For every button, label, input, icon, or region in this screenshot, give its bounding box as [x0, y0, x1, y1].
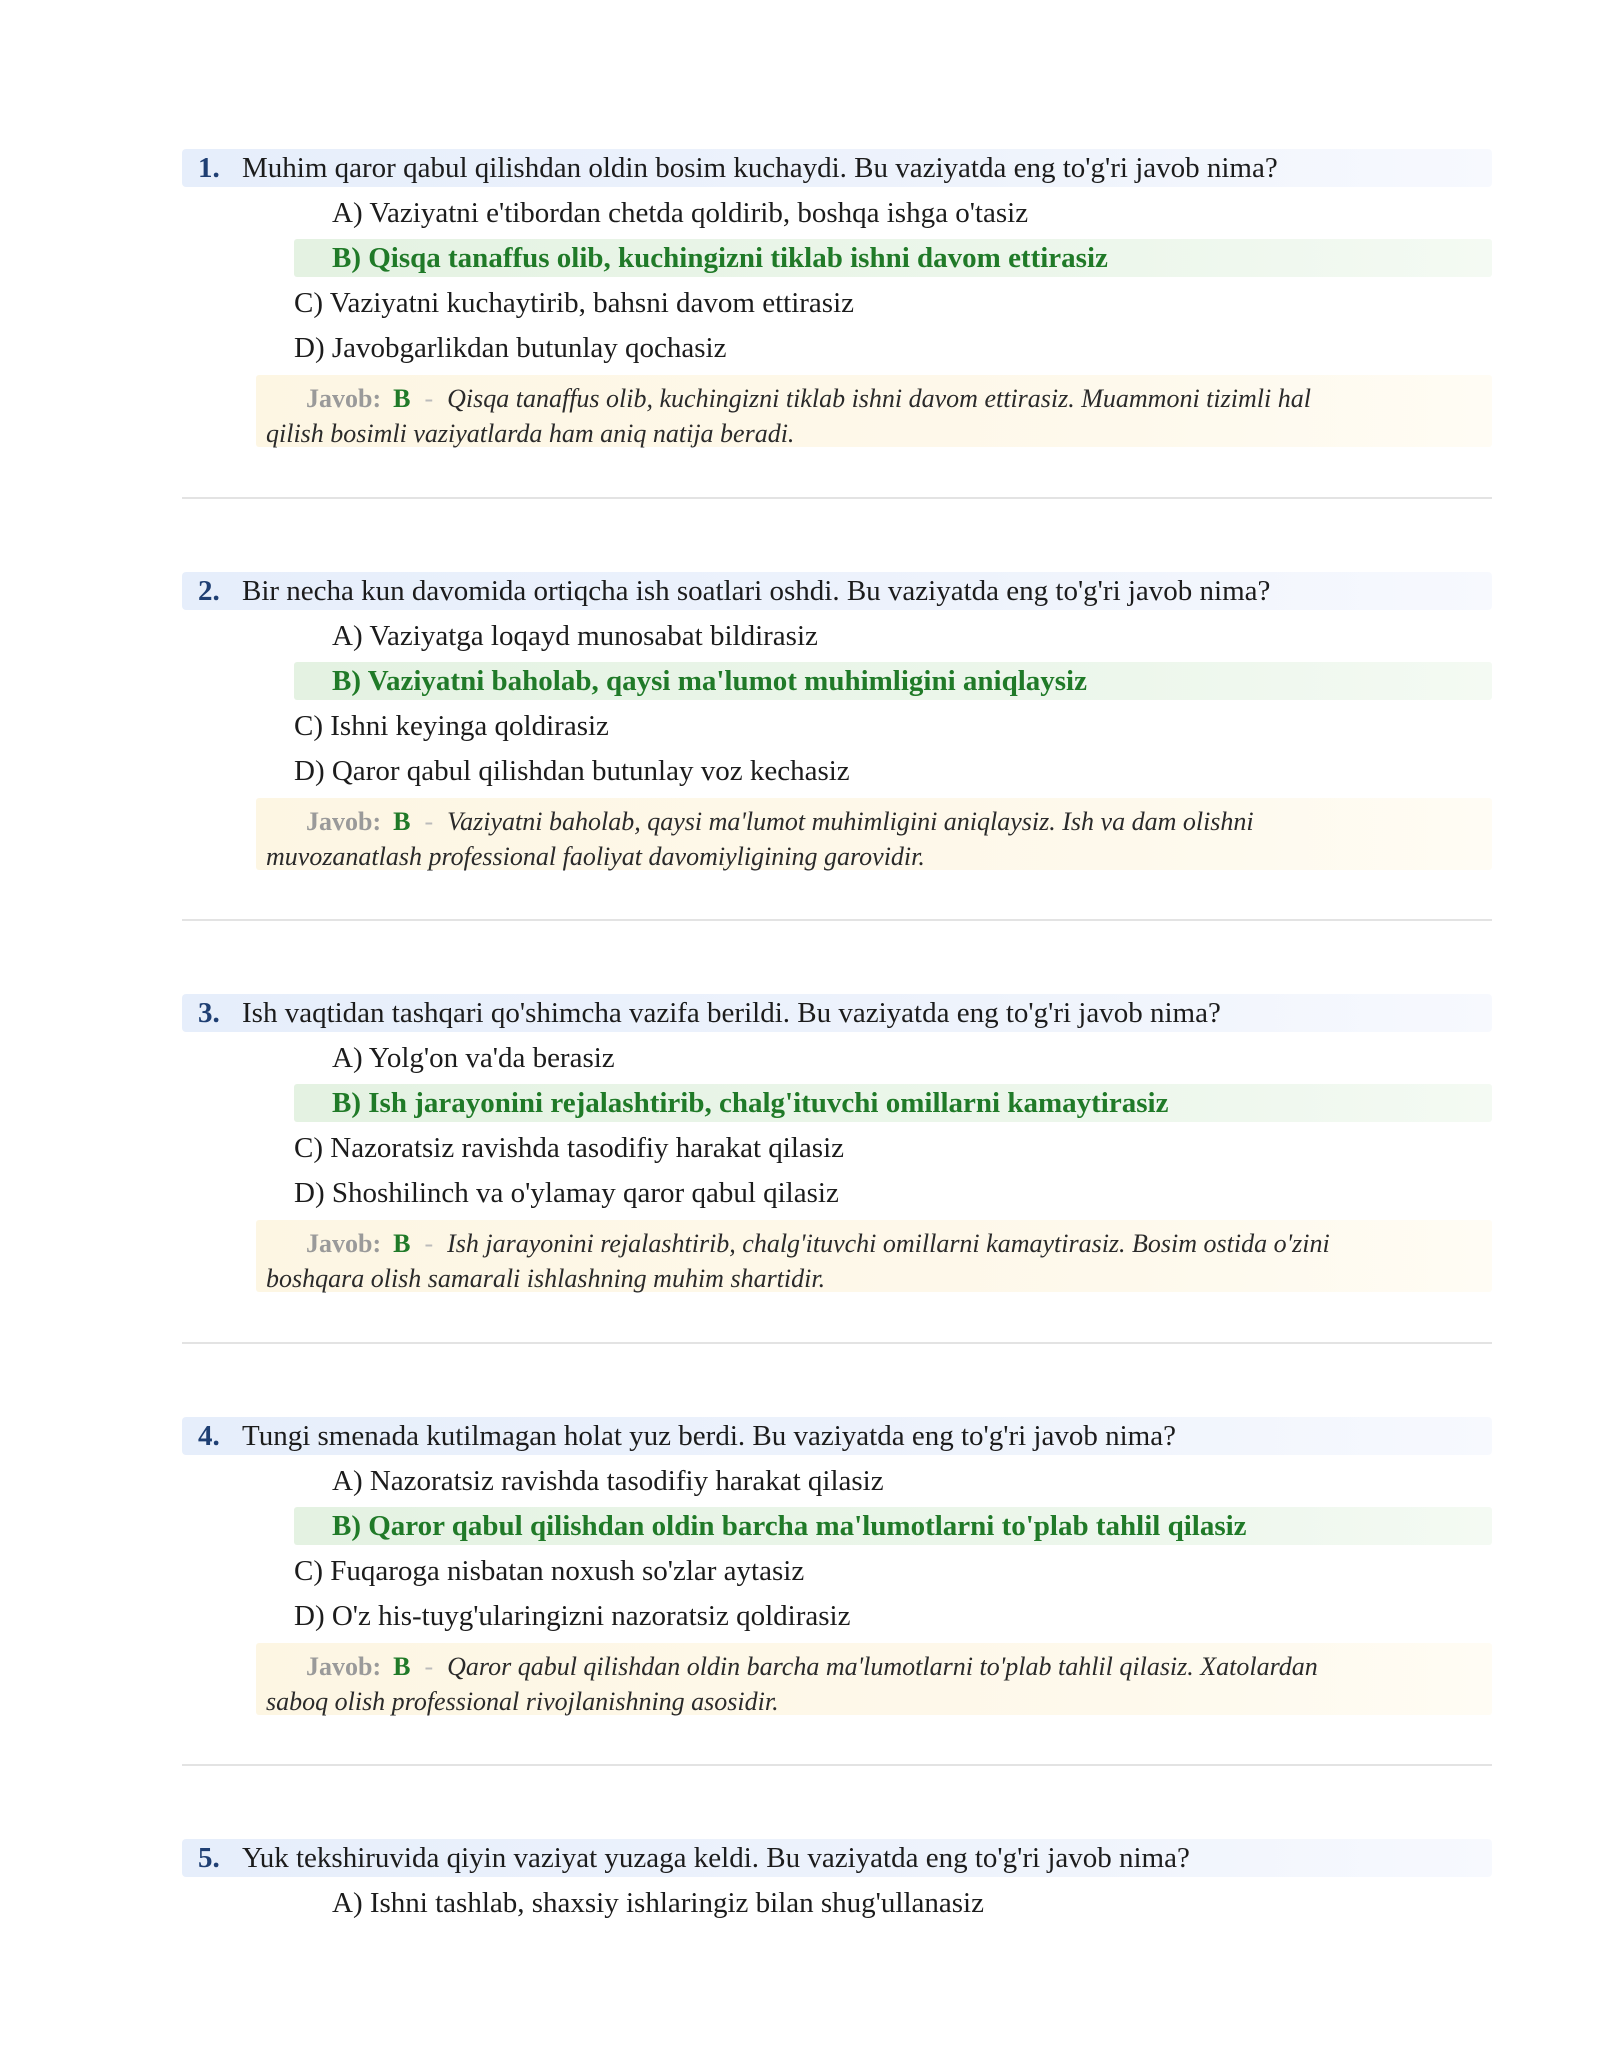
answer-explanation	[256, 1220, 1492, 1292]
option-a: A) Vaziyatni e'tibordan chetda qoldirib, boshqa ishga o'tasiz	[332, 197, 1029, 229]
answer-explanation	[256, 798, 1492, 870]
question-number: 2.	[198, 575, 220, 607]
answer-text-line1: Ish jarayonini rejalashtirib, chalg'ituvchi omillarni kamaytirasiz. Bosim ostida o'zini	[447, 1229, 1330, 1258]
question-number: 3.	[198, 997, 220, 1029]
answer-dash: -	[424, 384, 434, 413]
question-text: Yuk tekshiruvida qiyin vaziyat yuzaga keldi. Bu vaziyatda eng to'g'ri javob nima?	[242, 1842, 1190, 1874]
question-number: 5.	[198, 1842, 220, 1874]
answer-dash: -	[424, 1652, 434, 1681]
option-d: D) Qaror qabul qilishdan butunlay voz kechasiz	[294, 755, 850, 787]
question-text: Tungi smenada kutilmagan holat yuz berdi. Bu vaziyatda eng to'g'ri javob nima?	[242, 1420, 1176, 1452]
option-b-correct: B) Vaziyatni baholab, qaysi ma'lumot muhimligini aniqlaysiz	[294, 662, 1492, 700]
answer-text-line2: qilish bosimli vaziyatlarda ham aniq natija beradi.	[266, 419, 795, 448]
question-text: Ish vaqtidan tashqari qo'shimcha vazifa berildi. Bu vaziyatda eng to'g'ri javob nima?	[242, 997, 1221, 1029]
answer-dash: -	[424, 807, 434, 836]
option-a: A) Nazoratsiz ravishda tasodifiy harakat qilasiz	[332, 1465, 884, 1497]
answer-text-line1: Qaror qabul qilishdan oldin barcha ma'lumotlarni to'plab tahlil qilasiz. Xatolardan	[447, 1652, 1318, 1681]
option-b-correct: B) Ish jarayonini rejalashtirib, chalg'ituvchi omillarni kamaytirasiz	[294, 1084, 1492, 1122]
option-c: C) Ishni keyinga qoldirasiz	[294, 710, 609, 742]
divider	[182, 497, 1492, 499]
answer-label: Javob:	[306, 1229, 382, 1258]
divider	[182, 1764, 1492, 1766]
question-number: 1.	[198, 152, 220, 184]
option-d: D) Javobgarlikdan butunlay qochasiz	[294, 332, 727, 364]
answer-text-line1: Vaziyatni baholab, qaysi ma'lumot muhimligini aniqlaysiz. Ish va dam olishni	[447, 807, 1254, 836]
divider	[182, 919, 1492, 921]
answer-text-line2: boshqara olish samarali ishlashning muhim shartidir.	[266, 1264, 826, 1293]
answer-letter: B	[393, 384, 411, 413]
option-d: D) Shoshilinch va o'ylamay qaror qabul qilasiz	[294, 1177, 839, 1209]
answer-text-line2: muvozanatlash professional faoliyat davomiyligining garovidir.	[266, 842, 925, 871]
option-c: C) Fuqaroga nisbatan noxush so'zlar aytasiz	[294, 1555, 805, 1587]
question-number: 4.	[198, 1420, 220, 1452]
answer-text-line1: Qisqa tanaffus olib, kuchingizni tiklab ishni davom ettirasiz. Muammoni tizimli hal	[447, 384, 1311, 413]
answer-explanation	[256, 375, 1492, 447]
option-a: A) Vaziyatga loqayd munosabat bildirasiz	[332, 620, 818, 652]
answer-explanation	[256, 1643, 1492, 1715]
option-c: C) Vaziyatni kuchaytirib, bahsni davom ettirasiz	[294, 287, 854, 319]
option-a: A) Yolg'on va'da berasiz	[332, 1042, 615, 1074]
option-b-correct: B) Qisqa tanaffus olib, kuchingizni tiklab ishni davom ettirasiz	[294, 239, 1492, 277]
question-text: Bir necha kun davomida ortiqcha ish soatlari oshdi. Bu vaziyatda eng to'g'ri javob nima?	[242, 575, 1271, 607]
answer-letter: B	[393, 807, 411, 836]
answer-dash: -	[424, 1229, 434, 1258]
question-text: Muhim qaror qabul qilishdan oldin bosim kuchaydi. Bu vaziyatda eng to'g'ri javob nima?	[242, 152, 1278, 184]
option-a: A) Ishni tashlab, shaxsiy ishlaringiz bilan shug'ullanasiz	[332, 1887, 984, 1919]
answer-label: Javob:	[306, 1652, 382, 1681]
answer-letter: B	[393, 1652, 411, 1681]
answer-text-line2: saboq olish professional rivojlanishning asosidir.	[266, 1687, 779, 1716]
answer-label: Javob:	[306, 807, 382, 836]
option-b-correct: B) Qaror qabul qilishdan oldin barcha ma'lumotlarni to'plab tahlil qilasiz	[294, 1507, 1492, 1545]
option-d: D) O'z his-tuyg'ularingizni nazoratsiz qoldirasiz	[294, 1600, 851, 1632]
option-c: C) Nazoratsiz ravishda tasodifiy harakat qilasiz	[294, 1132, 844, 1164]
answer-letter: B	[393, 1229, 411, 1258]
divider	[182, 1342, 1492, 1344]
answer-label: Javob:	[306, 384, 382, 413]
